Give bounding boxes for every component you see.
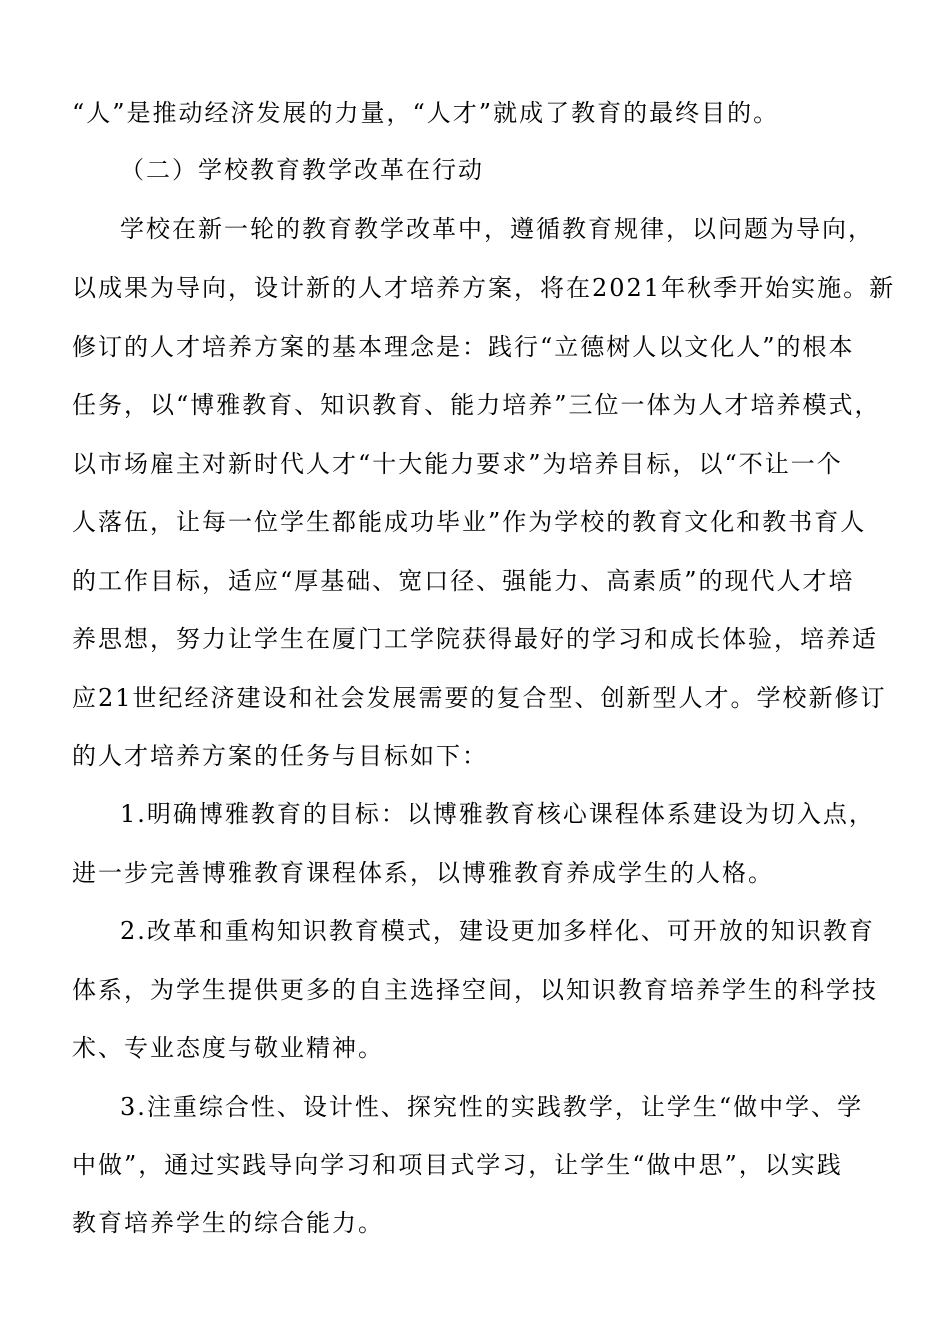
text-line: “人”是推动经济发展的力量，“人才”就成了教育的最终目的。 <box>72 99 780 127</box>
list-item-1: 1.明确博雅教育的目标：以博雅教育核心课程体系建设为切入点， <box>120 800 875 828</box>
text-line: 学校在新一轮的教育教学改革中，遵循教育规律，以问题为导向， <box>120 215 874 243</box>
text-line: 以成果为导向，设计新的人才培养方案，将在2021年秋季开始实施。新 <box>72 274 896 302</box>
text-line: 术、专业态度与敬业精神。 <box>72 1034 384 1062</box>
text-line: 人落伍，让每一位学生都能成功毕业”作为学校的教育文化和教书育人 <box>72 508 867 536</box>
section-heading: （二）学校教育教学改革在行动 <box>120 156 484 184</box>
text-line: 教育培养学生的综合能力。 <box>72 1209 384 1237</box>
text-line: 进一步完善博雅教育课程体系，以博雅教育养成学生的人格。 <box>72 859 774 887</box>
list-item-2: 2.改革和重构知识教育模式，建设更加多样化、可开放的知识教育 <box>120 917 875 945</box>
text-line: 的人才培养方案的任务与目标如下： <box>72 742 488 770</box>
text-line: 的工作目标，适应“厚基础、宽口径、强能力、高素质”的现代人才培 <box>72 567 855 595</box>
text-line: 中做”，通过实践导向学习和项目式学习，让学生“做中思”，以实践 <box>72 1151 843 1179</box>
text-line: 应21世纪经济建设和社会发展需要的复合型、创新型人才。学校新修订 <box>72 684 887 712</box>
list-item-3: 3.注重综合性、设计性、探究性的实践教学，让学生“做中学、学 <box>120 1093 864 1121</box>
text-line: 任务，以“博雅教育、知识教育、能力培养”三位一体为人才培养模式， <box>72 391 881 419</box>
text-line: 修订的人才培养方案的基本理念是：践行“立德树人以文化人”的根本 <box>72 333 855 361</box>
text-line: 体系，为学生提供更多的自主选择空间，以知识教育培养学生的科学技 <box>72 976 878 1004</box>
text-line: 以市场雇主对新时代人才“十大能力要求”为培养目标，以“不让一个 <box>72 450 843 478</box>
text-line: 养思想，努力让学生在厦门工学院获得最好的学习和成长体验，培养适 <box>72 625 878 653</box>
